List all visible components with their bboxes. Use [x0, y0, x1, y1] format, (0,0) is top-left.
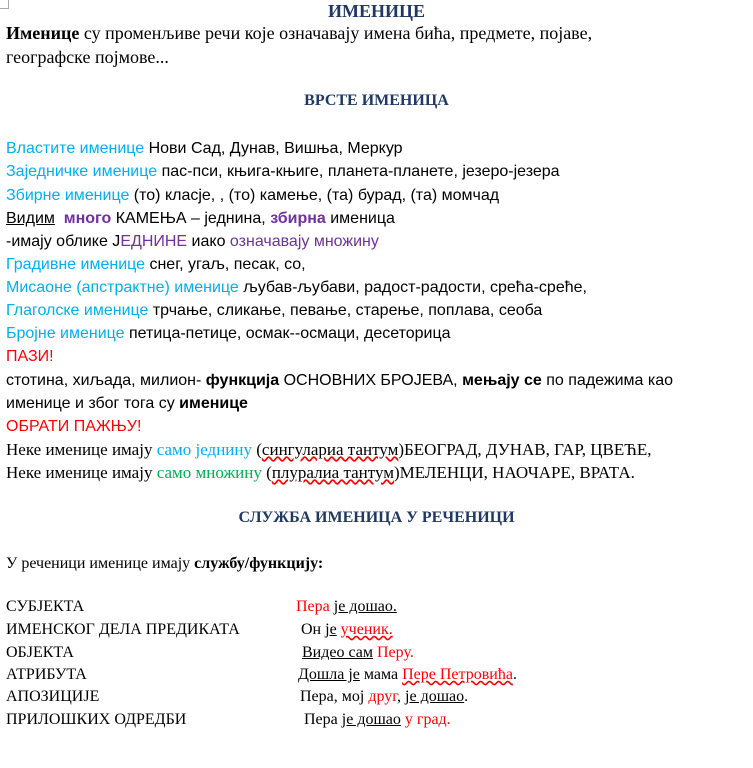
role-name: ОБЈЕКТА	[6, 644, 74, 661]
role-name: СУБЈЕКТА	[6, 598, 85, 615]
type-misaone	[6, 279, 587, 297]
type-gradivne	[6, 256, 306, 274]
mnogo-word: много	[63, 210, 112, 227]
imenice-bold: именице	[179, 395, 248, 412]
pluralia-line	[6, 463, 635, 483]
example-segment: Пере Петровића	[402, 666, 513, 683]
jednine-word: ЕДНИНЕ	[120, 233, 188, 250]
role-example	[298, 666, 517, 684]
example-segment: друг	[368, 688, 398, 705]
role-example	[296, 598, 397, 616]
sluzba-heading: СЛУЖБА ИМЕНИЦА У РЕЧЕНИЦИ	[238, 509, 515, 526]
example-segment: Видео сам	[302, 644, 373, 661]
type-vlastite	[6, 140, 403, 158]
type-label: Градивне именице	[6, 256, 146, 273]
example-segment: Он	[301, 621, 326, 638]
vidim-word: Видим	[6, 210, 55, 227]
type-examples: снег, угаљ, песак, со,	[145, 256, 306, 273]
type-examples: Нови Сад, Дунав, Вишња, Меркур	[144, 140, 403, 157]
page-title: ИМЕНИЦЕ	[327, 1, 425, 21]
example-segment: Дошла је	[298, 666, 360, 683]
sing-examples: )БЕОГРАД, ДУНАВ, ГАР, ЦВЕЋЕ,	[398, 440, 652, 459]
example-segment: је дошао	[405, 688, 465, 705]
oblike-line	[6, 233, 379, 251]
singularia-line	[6, 440, 651, 460]
role-name: ПРИЛОШКИХ ОДРЕДБИ	[6, 711, 187, 728]
example-segment: је	[325, 621, 337, 638]
type-zajednicke	[6, 163, 560, 181]
vidim-text: КАМЕЊА – једнина,	[111, 210, 271, 227]
type-label: Мисаоне (апстрактне) именице	[6, 279, 239, 296]
funkcija-word: функција	[205, 372, 280, 389]
zbirna-word: збирна	[270, 210, 326, 227]
mnozinu-word: означавају множину	[229, 233, 379, 250]
oblike-text: -имају облике Ј	[6, 233, 121, 250]
vidim-end: именица	[325, 210, 395, 227]
stotina-line-1	[6, 372, 673, 390]
obrati-paznju-warning: ОБРАТИ ПАЖЊУ!	[6, 418, 142, 435]
role-example	[301, 621, 393, 639]
type-brojne	[6, 325, 451, 343]
intro-line-1	[6, 23, 592, 44]
intro-line-2: географске појмове...	[6, 47, 169, 67]
type-examples: (то) класје, , (то) камење, (та) бурад, (та) момчад	[129, 187, 500, 204]
type-examples: пас-пси, књига-књиге, планета-планете, језеро-језера	[157, 163, 560, 180]
stotina-line-2	[6, 395, 248, 413]
role-name: АПОЗИЦИЈЕ	[6, 688, 100, 705]
type-label: Властите именице	[6, 140, 145, 157]
type-label: Заједничке именице	[6, 163, 158, 180]
menjaju-word: мењају се	[462, 372, 542, 389]
type-glagolske	[6, 302, 542, 320]
role-example	[300, 688, 468, 706]
oblike-mid: иако	[187, 233, 230, 250]
stotina-text: стотина, хиљада, милион-	[6, 372, 206, 389]
pluralia-tantum: плуралиа тантум	[271, 463, 394, 482]
example-segment: у град.	[404, 711, 451, 728]
vidim-line	[6, 210, 395, 228]
stotina-line2-text: именице и због тога су	[6, 395, 180, 412]
type-examples: трчање, сликање, певање, старење, поплава, сеоба	[148, 302, 543, 319]
types-heading: ВРСТЕ ИМЕНИЦА	[304, 92, 449, 109]
role-example	[302, 644, 414, 662]
example-segment: .	[512, 666, 517, 683]
type-label: Бројне именице	[6, 325, 125, 342]
example-segment: Пера, мој	[300, 688, 369, 705]
example-segment: ученик.	[340, 621, 393, 638]
example-segment: мама	[359, 666, 403, 683]
intro-bold-word: Именице	[6, 23, 80, 43]
type-examples: љубав-љубави, радост-радости, срећа-среће,	[238, 279, 587, 296]
stotina-mid: ОСНОВНИХ БРОЈЕВА,	[279, 372, 463, 389]
example-segment: ,	[397, 688, 406, 705]
sing-text: Неке именице имају	[6, 440, 157, 459]
type-examples: петица-петице, осмак--осмаци, десеторица	[124, 325, 451, 342]
role-name: АТРИБУТА	[6, 666, 87, 683]
role-name: ИМЕНСКОГ ДЕЛА ПРЕДИКАТА	[6, 621, 240, 638]
sluzba-funkcija: службу/функцију:	[194, 555, 324, 572]
intro-text: су променљиве речи које означавају имена бића, предмете, појаве,	[79, 23, 593, 43]
singularia-tantum: сингулариа тантум	[261, 440, 399, 459]
type-zbirne	[6, 187, 499, 205]
sing-paren: (	[252, 440, 262, 459]
stotina-end: по падежима као	[541, 372, 673, 389]
samo-jedninu: само једнину	[156, 440, 252, 459]
type-label: Збирне именице	[6, 187, 130, 204]
type-label: Глаголске именице	[6, 302, 149, 319]
plur-paren: (	[261, 463, 272, 482]
example-segment: .	[464, 688, 469, 705]
pazi-warning: ПАЗИ!	[6, 348, 54, 365]
sluzba-intro-text: У реченици именице имају	[6, 555, 195, 572]
role-example	[304, 711, 451, 729]
samo-mnozinu: само множину	[156, 463, 262, 482]
example-segment: Пера	[304, 711, 342, 728]
example-segment: је дошао.	[333, 598, 397, 615]
plur-text: Неке именице имају	[6, 463, 157, 482]
plur-examples: )МЕЛЕНЦИ, НАОЧАРЕ, ВРАТА.	[393, 463, 635, 482]
sluzba-intro	[6, 555, 323, 573]
example-segment: Перу.	[377, 644, 414, 661]
example-segment: Пера	[296, 598, 330, 615]
example-segment: је дошао	[341, 711, 401, 728]
